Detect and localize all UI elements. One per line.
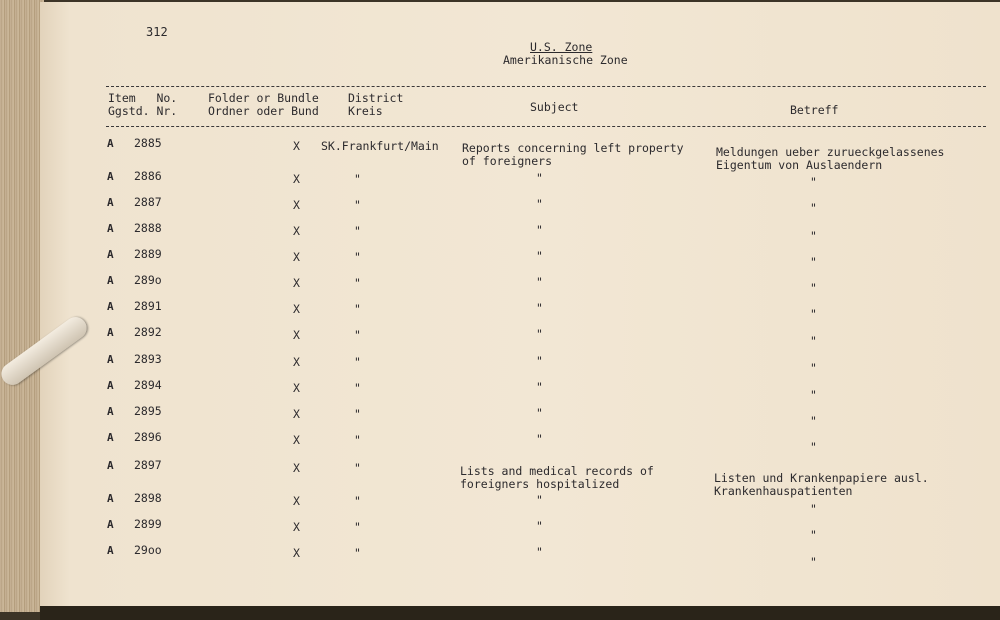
row-subject-line: " bbox=[536, 354, 543, 368]
row-betreff-line: " bbox=[810, 414, 817, 428]
row-folder-mark: X bbox=[293, 139, 300, 153]
row-item-code: A bbox=[107, 248, 114, 261]
row-betreff-line: " bbox=[810, 334, 817, 348]
row-betreff-line: " bbox=[810, 502, 817, 516]
row-item-code: A bbox=[107, 379, 114, 392]
row-betreff-line: " bbox=[810, 281, 817, 295]
row-item-number: 2893 bbox=[134, 352, 162, 366]
row-folder-mark: X bbox=[293, 520, 300, 534]
row-betreff-line: " bbox=[810, 528, 817, 542]
row-item-code: A bbox=[107, 431, 114, 444]
column-header-district bbox=[348, 92, 403, 118]
header-rule-top bbox=[106, 86, 986, 87]
row-district: " bbox=[354, 433, 361, 447]
row-subject-line: Reports concerning left property bbox=[462, 141, 684, 155]
row-folder-mark: X bbox=[293, 328, 300, 342]
page-bottom-shadow bbox=[40, 606, 1000, 620]
page-stack-edge bbox=[0, 0, 44, 612]
row-betreff-line: Krankenhauspatienten bbox=[714, 484, 853, 498]
column-header-district-de: Kreis bbox=[348, 104, 383, 118]
row-betreff-line: " bbox=[810, 388, 817, 402]
row-folder-mark: X bbox=[293, 224, 300, 238]
row-subject-line: of foreigners bbox=[462, 154, 553, 168]
row-item-number: 29oo bbox=[134, 543, 162, 557]
row-betreff-line: " bbox=[810, 175, 817, 189]
row-item-code: A bbox=[107, 544, 114, 557]
row-district: " bbox=[354, 546, 361, 560]
ledger-page bbox=[40, 2, 1000, 608]
row-item-code: A bbox=[107, 170, 114, 183]
page-number: 312 bbox=[146, 25, 168, 39]
row-item-code: A bbox=[107, 196, 114, 209]
row-subject-line: " bbox=[536, 380, 543, 394]
row-folder-mark: X bbox=[293, 250, 300, 264]
column-header-folder bbox=[208, 92, 319, 118]
row-betreff-line: " bbox=[810, 201, 817, 215]
row-district: " bbox=[354, 302, 361, 316]
row-item-code: A bbox=[107, 492, 114, 505]
row-item-code: A bbox=[107, 326, 114, 339]
row-betreff-line: Meldungen ueber zurueckgelassenes bbox=[716, 145, 945, 159]
column-header-item bbox=[108, 92, 177, 118]
zone-title: U.S. Zone bbox=[530, 40, 593, 54]
row-district: " bbox=[354, 198, 361, 212]
row-subject-line: " bbox=[536, 493, 543, 507]
row-district: " bbox=[354, 407, 361, 421]
row-item-number: 2896 bbox=[134, 430, 162, 444]
header-rule-bottom bbox=[106, 126, 986, 127]
row-item-number: 2887 bbox=[134, 195, 162, 209]
row-subject-line: foreigners hospitalized bbox=[460, 477, 620, 491]
row-item-number: 2892 bbox=[134, 325, 162, 339]
row-item-code: A bbox=[107, 222, 114, 235]
row-folder-mark: X bbox=[293, 172, 300, 186]
row-district: " bbox=[354, 172, 361, 186]
row-item-number: 2885 bbox=[134, 136, 162, 150]
row-subject-line: " bbox=[536, 545, 543, 559]
row-district: SK.Frankfurt/Main bbox=[321, 139, 439, 153]
row-item-code: A bbox=[107, 137, 114, 150]
row-subject-line: " bbox=[536, 275, 543, 289]
row-item-number: 2891 bbox=[134, 299, 162, 313]
row-subject-line: " bbox=[536, 432, 543, 446]
row-subject-line: " bbox=[536, 197, 543, 211]
row-subject-line: " bbox=[536, 223, 543, 237]
row-betreff-line: " bbox=[810, 255, 817, 269]
row-subject-line: " bbox=[536, 301, 543, 315]
row-betreff-line: " bbox=[810, 440, 817, 454]
row-district: " bbox=[354, 276, 361, 290]
row-item-code: A bbox=[107, 518, 114, 531]
row-item-number: 2894 bbox=[134, 378, 162, 392]
row-folder-mark: X bbox=[293, 407, 300, 421]
row-betreff-line: Listen und Krankenpapiere ausl. bbox=[714, 471, 929, 485]
row-folder-mark: X bbox=[293, 381, 300, 395]
row-item-number: 2888 bbox=[134, 221, 162, 235]
row-district: " bbox=[354, 381, 361, 395]
row-subject-line: Lists and medical records of bbox=[460, 464, 654, 478]
row-subject-line: " bbox=[536, 519, 543, 533]
column-header-folder-de: Ordner oder Bund bbox=[208, 104, 319, 118]
row-betreff-line: " bbox=[810, 229, 817, 243]
row-item-number: 2889 bbox=[134, 247, 162, 261]
row-item-code: A bbox=[107, 405, 114, 418]
row-folder-mark: X bbox=[293, 494, 300, 508]
zone-subtitle: Amerikanische Zone bbox=[503, 53, 628, 67]
row-betreff-line: Eigentum von Auslaendern bbox=[716, 158, 883, 172]
row-district: " bbox=[354, 328, 361, 342]
row-district: " bbox=[354, 250, 361, 264]
row-betreff-line: " bbox=[810, 307, 817, 321]
row-subject-line: " bbox=[536, 327, 543, 341]
row-item-number: 2899 bbox=[134, 517, 162, 531]
column-header-district-en: District bbox=[348, 91, 404, 105]
row-item-number: 2898 bbox=[134, 491, 162, 505]
row-subject-line: " bbox=[536, 406, 543, 420]
column-header-betreff: Betreff bbox=[790, 103, 839, 117]
row-item-number: 2897 bbox=[134, 458, 162, 472]
row-item-number: 2895 bbox=[134, 404, 162, 418]
row-district: " bbox=[354, 461, 361, 475]
row-item-code: A bbox=[107, 300, 114, 313]
row-subject-line: " bbox=[536, 249, 543, 263]
row-district: " bbox=[354, 224, 361, 238]
row-subject-line: " bbox=[536, 171, 543, 185]
row-item-number: 2886 bbox=[134, 169, 162, 183]
row-district: " bbox=[354, 355, 361, 369]
row-folder-mark: X bbox=[293, 276, 300, 290]
row-district: " bbox=[354, 520, 361, 534]
row-betreff-line: " bbox=[810, 555, 817, 569]
row-item-code: A bbox=[107, 353, 114, 366]
column-header-subject: Subject bbox=[530, 100, 579, 114]
row-item-number: 289o bbox=[134, 273, 162, 287]
row-folder-mark: X bbox=[293, 355, 300, 369]
column-header-item-en: Item No. bbox=[108, 91, 178, 105]
column-header-item-de: Ggstd. Nr. bbox=[108, 104, 178, 118]
row-item-code: A bbox=[107, 459, 114, 472]
row-betreff-line: " bbox=[810, 361, 817, 375]
row-folder-mark: X bbox=[293, 433, 300, 447]
row-folder-mark: X bbox=[293, 546, 300, 560]
row-folder-mark: X bbox=[293, 198, 300, 212]
row-item-code: A bbox=[107, 274, 114, 287]
row-folder-mark: X bbox=[293, 302, 300, 316]
row-folder-mark: X bbox=[293, 461, 300, 475]
column-header-folder-en: Folder or Bundle bbox=[208, 91, 319, 105]
row-district: " bbox=[354, 494, 361, 508]
